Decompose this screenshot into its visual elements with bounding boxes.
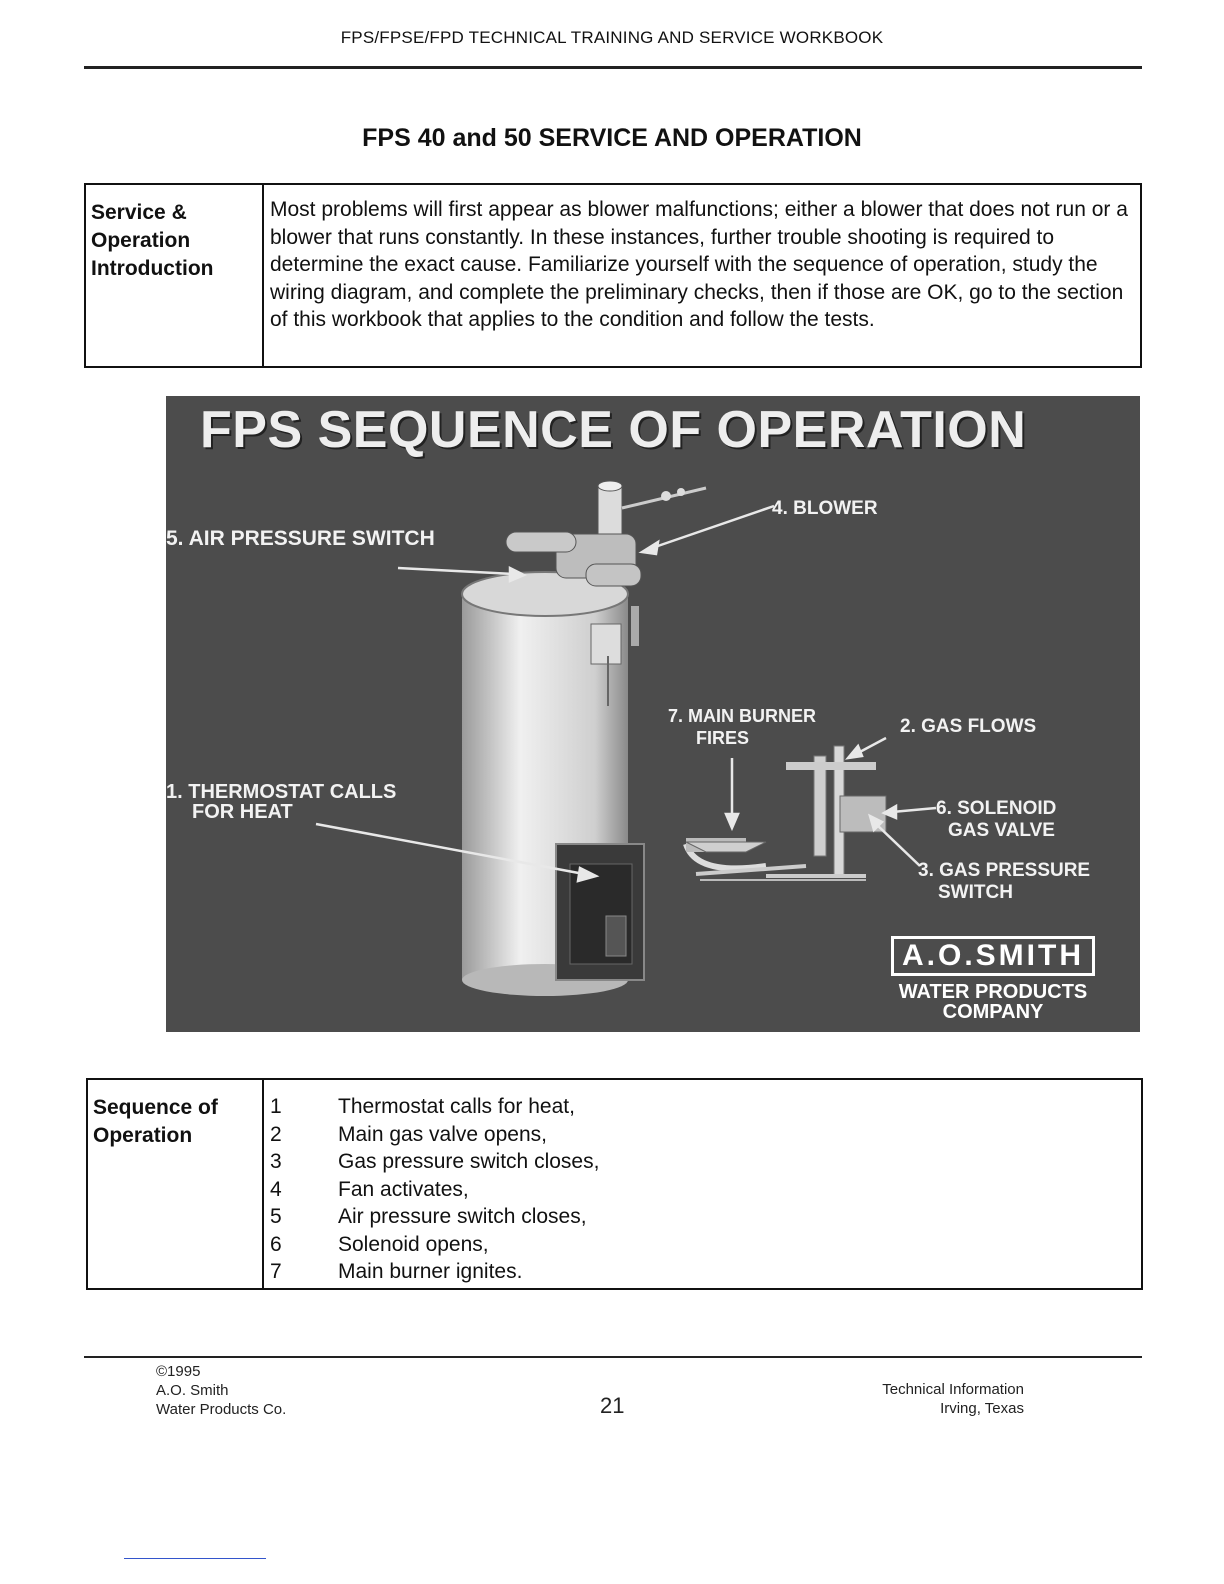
callout-gas-pressure-switch xyxy=(918,860,1090,904)
sequence-steps xyxy=(264,1080,1141,1288)
intro-label-line: Service & xyxy=(91,201,187,224)
page-title: FPS 40 and 50 SERVICE AND OPERATION xyxy=(362,124,862,152)
sequence-label-line: Sequence of xyxy=(93,1096,218,1119)
callout-line: FIRES xyxy=(696,728,750,748)
sequence-figure xyxy=(166,396,1140,1032)
list-item xyxy=(270,1148,1135,1176)
brand-line: WATER PRODUCTS xyxy=(898,981,1088,1003)
figure-title: FPS SEQUENCE OF OPERATION xyxy=(200,401,1027,459)
callout-line: FOR HEAT xyxy=(192,801,293,823)
list-item xyxy=(270,1231,1135,1259)
callout-main-burner xyxy=(668,705,816,749)
callout-blower: 4. BLOWER xyxy=(772,498,878,519)
step-number: 3 xyxy=(270,1150,282,1173)
step-text: Air pressure switch closes, xyxy=(338,1205,587,1228)
step-number: 2 xyxy=(270,1122,282,1146)
sequence-box xyxy=(86,1078,1143,1290)
step-number: 7 xyxy=(270,1260,282,1283)
step-number: 1 xyxy=(270,1095,282,1118)
list-item xyxy=(270,1203,1135,1231)
intro-label-line: Introduction xyxy=(91,257,214,280)
brand-line: COMPANY xyxy=(942,1001,1044,1023)
bottom-mark xyxy=(124,1558,266,1559)
footer-line: Irving, Texas xyxy=(940,1400,1024,1417)
intro-label xyxy=(86,185,264,366)
footer-left xyxy=(156,1362,286,1419)
list-item xyxy=(270,1093,1135,1121)
step-text: Main burner ignites. xyxy=(338,1260,523,1283)
callout-line: 7. MAIN BURNER xyxy=(668,706,817,726)
callout-line: GAS VALVE xyxy=(948,820,1055,841)
callout-line: 1. THERMOSTAT CALLS xyxy=(166,781,397,803)
list-item xyxy=(270,1176,1135,1204)
step-number: 6 xyxy=(270,1232,282,1256)
list-item xyxy=(270,1121,1135,1149)
step-text: Solenoid opens, xyxy=(338,1232,489,1256)
header-rule xyxy=(84,66,1142,69)
callout-thermostat xyxy=(166,782,396,822)
running-header: FPS/FPSE/FPD TECHNICAL TRAINING AND SERVICE WORKBOOK xyxy=(340,28,884,47)
callout-line: 3. GAS PRESSURE xyxy=(918,860,1091,881)
footer-right xyxy=(882,1380,1024,1418)
footer-line: ©1995 xyxy=(156,1363,201,1380)
sequence-label xyxy=(88,1080,264,1288)
callout-solenoid xyxy=(936,798,1056,842)
callout-air-pressure-switch: 5. AIR PRESSURE SWITCH xyxy=(166,527,435,550)
sequence-label-line: Operation xyxy=(93,1124,193,1147)
intro-label-line: Operation xyxy=(91,229,191,252)
step-text: Fan activates, xyxy=(338,1177,469,1201)
intro-box xyxy=(84,183,1142,368)
footer-rule xyxy=(84,1356,1142,1358)
brand-logo-text: A.O.SMITH xyxy=(891,936,1095,976)
list-item xyxy=(270,1258,1135,1286)
step-number: 4 xyxy=(270,1177,282,1201)
page-number: 21 xyxy=(600,1393,625,1418)
callout-line: 6. SOLENOID xyxy=(936,798,1057,819)
step-text: Thermostat calls for heat, xyxy=(338,1095,575,1118)
step-number: 5 xyxy=(270,1205,282,1228)
callout-line: SWITCH xyxy=(938,882,1013,903)
footer-line: A.O. Smith xyxy=(156,1382,229,1399)
footer-line: Water Products Co. xyxy=(156,1401,287,1418)
intro-text: Most problems will first appear as blower malfunctions; either a blower that does not run or a blower that runs constantly. In these instances, further trouble shooting is required to determine the exact cause. Familiarize yourself with the sequence of operation, study the wiring diagram, and complete the preliminary checks, then if those are OK, go to the section of this workbook that applies to the condition and follow the tests. xyxy=(270,198,1128,331)
callout-gas-flows: 2. GAS FLOWS xyxy=(900,716,1037,737)
ao-smith-logo xyxy=(858,936,1128,1022)
step-text: Main gas valve opens, xyxy=(338,1122,547,1146)
step-text: Gas pressure switch closes, xyxy=(338,1150,600,1173)
footer-line: Technical Information xyxy=(882,1381,1024,1398)
